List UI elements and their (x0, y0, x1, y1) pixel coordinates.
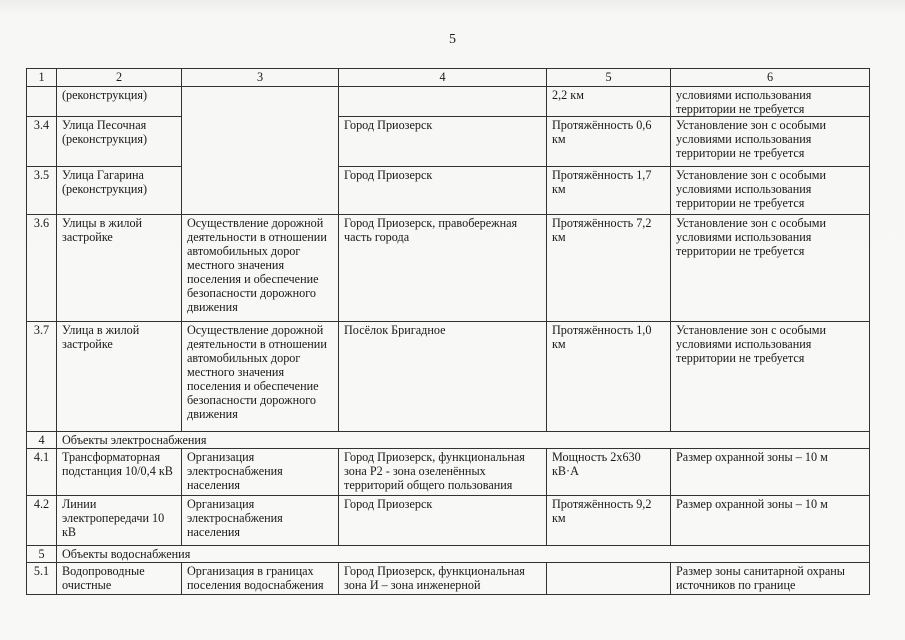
object-name: Линии электропередачи 10 кВ (57, 496, 182, 546)
object-purpose: Организация в границах поселения водоснабжения (182, 563, 339, 595)
object-name: Улица Гагарина (реконструкция) (57, 167, 182, 215)
object-purpose: Осуществление дорожной деятельности в отношении автомобильных дорог местного значения поселения и обеспечение безопасности дорожного движения (182, 322, 339, 432)
column-header: 1 (27, 69, 57, 87)
row-number: 5.1 (27, 563, 57, 595)
section-row (27, 546, 870, 563)
column-header: 3 (182, 69, 339, 87)
column-header: 2 (57, 69, 182, 87)
zone-info: Размер зоны санитарной охраны источников по границе (671, 563, 870, 595)
object-params: Протяжённость 1,0 км (547, 322, 671, 432)
object-location: Посёлок Бригадное (339, 322, 547, 432)
object-purpose: Организация электроснабжения населения (182, 496, 339, 546)
zone-info: Размер охранной зоны – 10 м (671, 449, 870, 496)
row-number: 3.7 (27, 322, 57, 432)
object-name: Улицы в жилой застройке (57, 215, 182, 322)
object-purpose: Осуществление дорожной деятельности в отношении автомобильных дорог местного значения поселения и обеспечение безопасности дорожного движения (182, 215, 339, 322)
object-params: Мощность 2х630 кВ·А (547, 449, 671, 496)
section-title: Объекты электроснабжения (57, 432, 870, 449)
object-location (339, 87, 547, 117)
zone-info: условиями использования территории не требуется (671, 87, 870, 117)
table-row (27, 117, 870, 167)
table-row (27, 496, 870, 546)
section-row (27, 432, 870, 449)
object-name: Улица в жилой застройке (57, 322, 182, 432)
object-purpose (182, 167, 339, 215)
object-name: Водопроводные очистные (57, 563, 182, 595)
object-location: Город Приозерск (339, 167, 547, 215)
objects-table (26, 68, 870, 595)
row-number (27, 87, 57, 117)
object-name: (реконструкция) (57, 87, 182, 117)
object-name: Трансформаторная подстанция 10/0,4 кВ (57, 449, 182, 496)
object-location: Город Приозерск, функциональная зона Р2 - зона озеленённых территорий общего пользования (339, 449, 547, 496)
row-number: 3.4 (27, 117, 57, 167)
object-params: Протяжённость 1,7 км (547, 167, 671, 215)
object-params: 2,2 км (547, 87, 671, 117)
zone-info: Размер охранной зоны – 10 м (671, 496, 870, 546)
table-row (27, 87, 870, 117)
object-params: Протяжённость 0,6 км (547, 117, 671, 167)
object-location: Город Приозерск (339, 117, 547, 167)
object-params (547, 563, 671, 595)
zone-info: Установление зон с особыми условиями использования территории не требуется (671, 167, 870, 215)
section-title: Объекты водоснабжения (57, 546, 870, 563)
table-header-row (27, 69, 870, 87)
row-number: 4.2 (27, 496, 57, 546)
column-header: 5 (547, 69, 671, 87)
object-params: Протяжённость 7,2 км (547, 215, 671, 322)
page-number: 5 (449, 32, 456, 47)
table-row (27, 322, 870, 432)
object-purpose: Организация электроснабжения населения (182, 449, 339, 496)
zone-info: Установление зон с особыми условиями использования территории не требуется (671, 322, 870, 432)
column-header: 4 (339, 69, 547, 87)
object-params: Протяжённость 9,2 км (547, 496, 671, 546)
table-row (27, 449, 870, 496)
table-row (27, 167, 870, 215)
table-row (27, 563, 870, 595)
object-purpose (182, 87, 339, 117)
object-purpose (182, 117, 339, 167)
section-number: 4 (27, 432, 57, 449)
object-location: Город Приозерск, правобережная часть города (339, 215, 547, 322)
row-number: 3.6 (27, 215, 57, 322)
section-number: 5 (27, 546, 57, 563)
row-number: 4.1 (27, 449, 57, 496)
object-location: Город Приозерск (339, 496, 547, 546)
column-header: 6 (671, 69, 870, 87)
table-row (27, 215, 870, 322)
object-location: Город Приозерск, функциональная зона И – зона инженерной (339, 563, 547, 595)
row-number: 3.5 (27, 167, 57, 215)
zone-info: Установление зон с особыми условиями использования территории не требуется (671, 117, 870, 167)
zone-info: Установление зон с особыми условиями использования территории не требуется (671, 215, 870, 322)
object-name: Улица Песочная (реконструкция) (57, 117, 182, 167)
